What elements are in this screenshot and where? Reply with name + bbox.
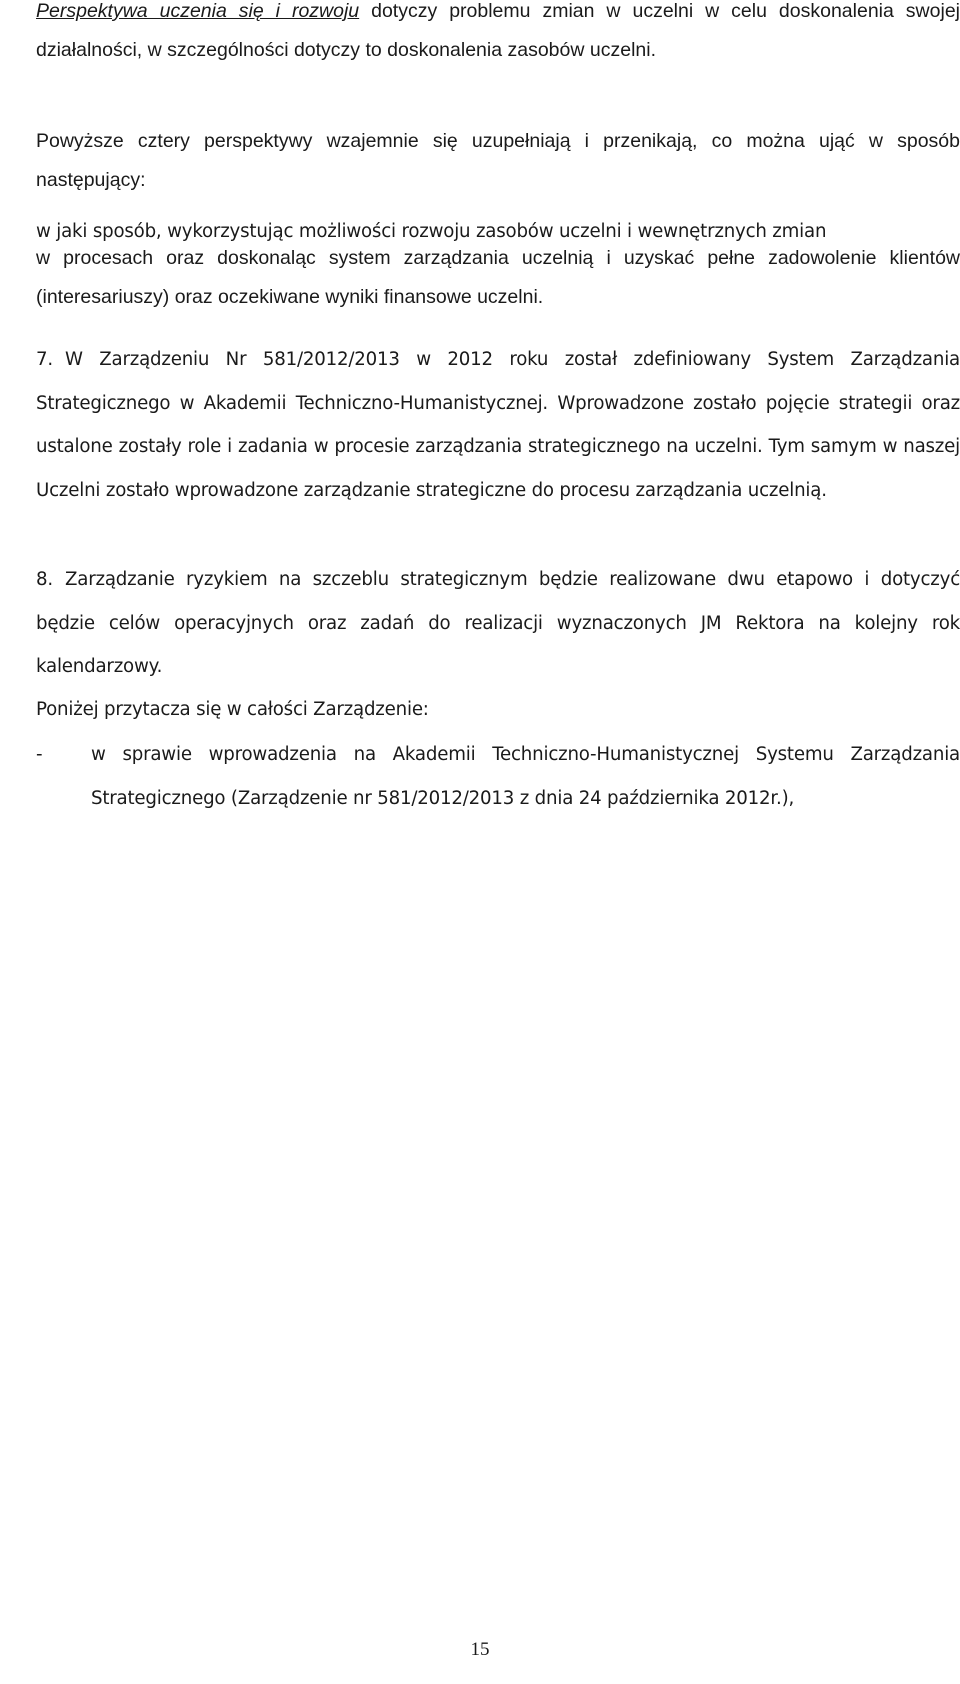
list-item-8-text: Zarządzanie ryzykiem na szczeblu strategicznym będzie realizowane dwu etapowo i dotyczyć będzie celów operacyjnych oraz zadań do realizacji wyznaczonych JM Rektora na kolejny rok kalendarzowy. bbox=[36, 569, 960, 677]
list-number-7: 7. bbox=[36, 349, 53, 370]
paragraph-perspectives-complement: Powyższe cztery perspektywy wzajemnie się uzupełniają i przenikają, co można ująć w sposób następujący: bbox=[36, 130, 960, 191]
emphasis-learning-perspective: Perspektywa uczenia się i rozwoju bbox=[36, 0, 360, 22]
list-item-8 bbox=[36, 558, 960, 689]
dash-list-item bbox=[36, 733, 960, 820]
paragraph-question-line-1: w jaki sposób, wykorzystując możliwości rozwoju zasobów uczelni i wewnętrznych zmian bbox=[36, 221, 827, 242]
paragraph-intro-ordinance: Poniżej przytacza się w całości Zarządzenie: bbox=[36, 699, 429, 720]
dash-list-item-text: w sprawie wprowadzenia na Akademii Techniczno-Humanistycznej Systemu Zarządzania Strategicznego (Zarządzenie nr 581/2012/2013 z dnia 24 października 2012r.), bbox=[91, 744, 960, 809]
list-number-8: 8. bbox=[36, 569, 53, 590]
list-item-7-text: W Zarządzeniu Nr 581/2012/2013 w 2012 roku został zdefiniowany System Zarządzania Strategicznego w Akademii Techniczno-Humanistycznej. Wprowadzone zostało pojęcie strategii oraz ustalone zostały role i zadania w procesie zarządzania strategicznego na uczelni. Tym samym w naszej Uczelni zostało wprowadzone zarządzanie strategiczne do procesu zarządzania uczelnią. bbox=[36, 349, 960, 501]
paragraph-learning-perspective-text: dotyczy problemu zmian w uczelni w celu doskonalenia swojej działalności, w szczególności dotyczy to doskonalenia zasobów uczelni. bbox=[36, 0, 960, 61]
list-item-7 bbox=[36, 338, 960, 512]
page-number: 15 bbox=[470, 1639, 490, 1660]
dash-marker: - bbox=[36, 744, 43, 765]
paragraph-learning-perspective bbox=[36, 0, 960, 70]
paragraph-question-continuation: w procesach oraz doskonaląc system zarządzania uczelnią i uzyskać pełne zadowolenie klientów (interesariuszy) oraz oczekiwane wyniki finansowe uczelni. bbox=[36, 247, 960, 308]
